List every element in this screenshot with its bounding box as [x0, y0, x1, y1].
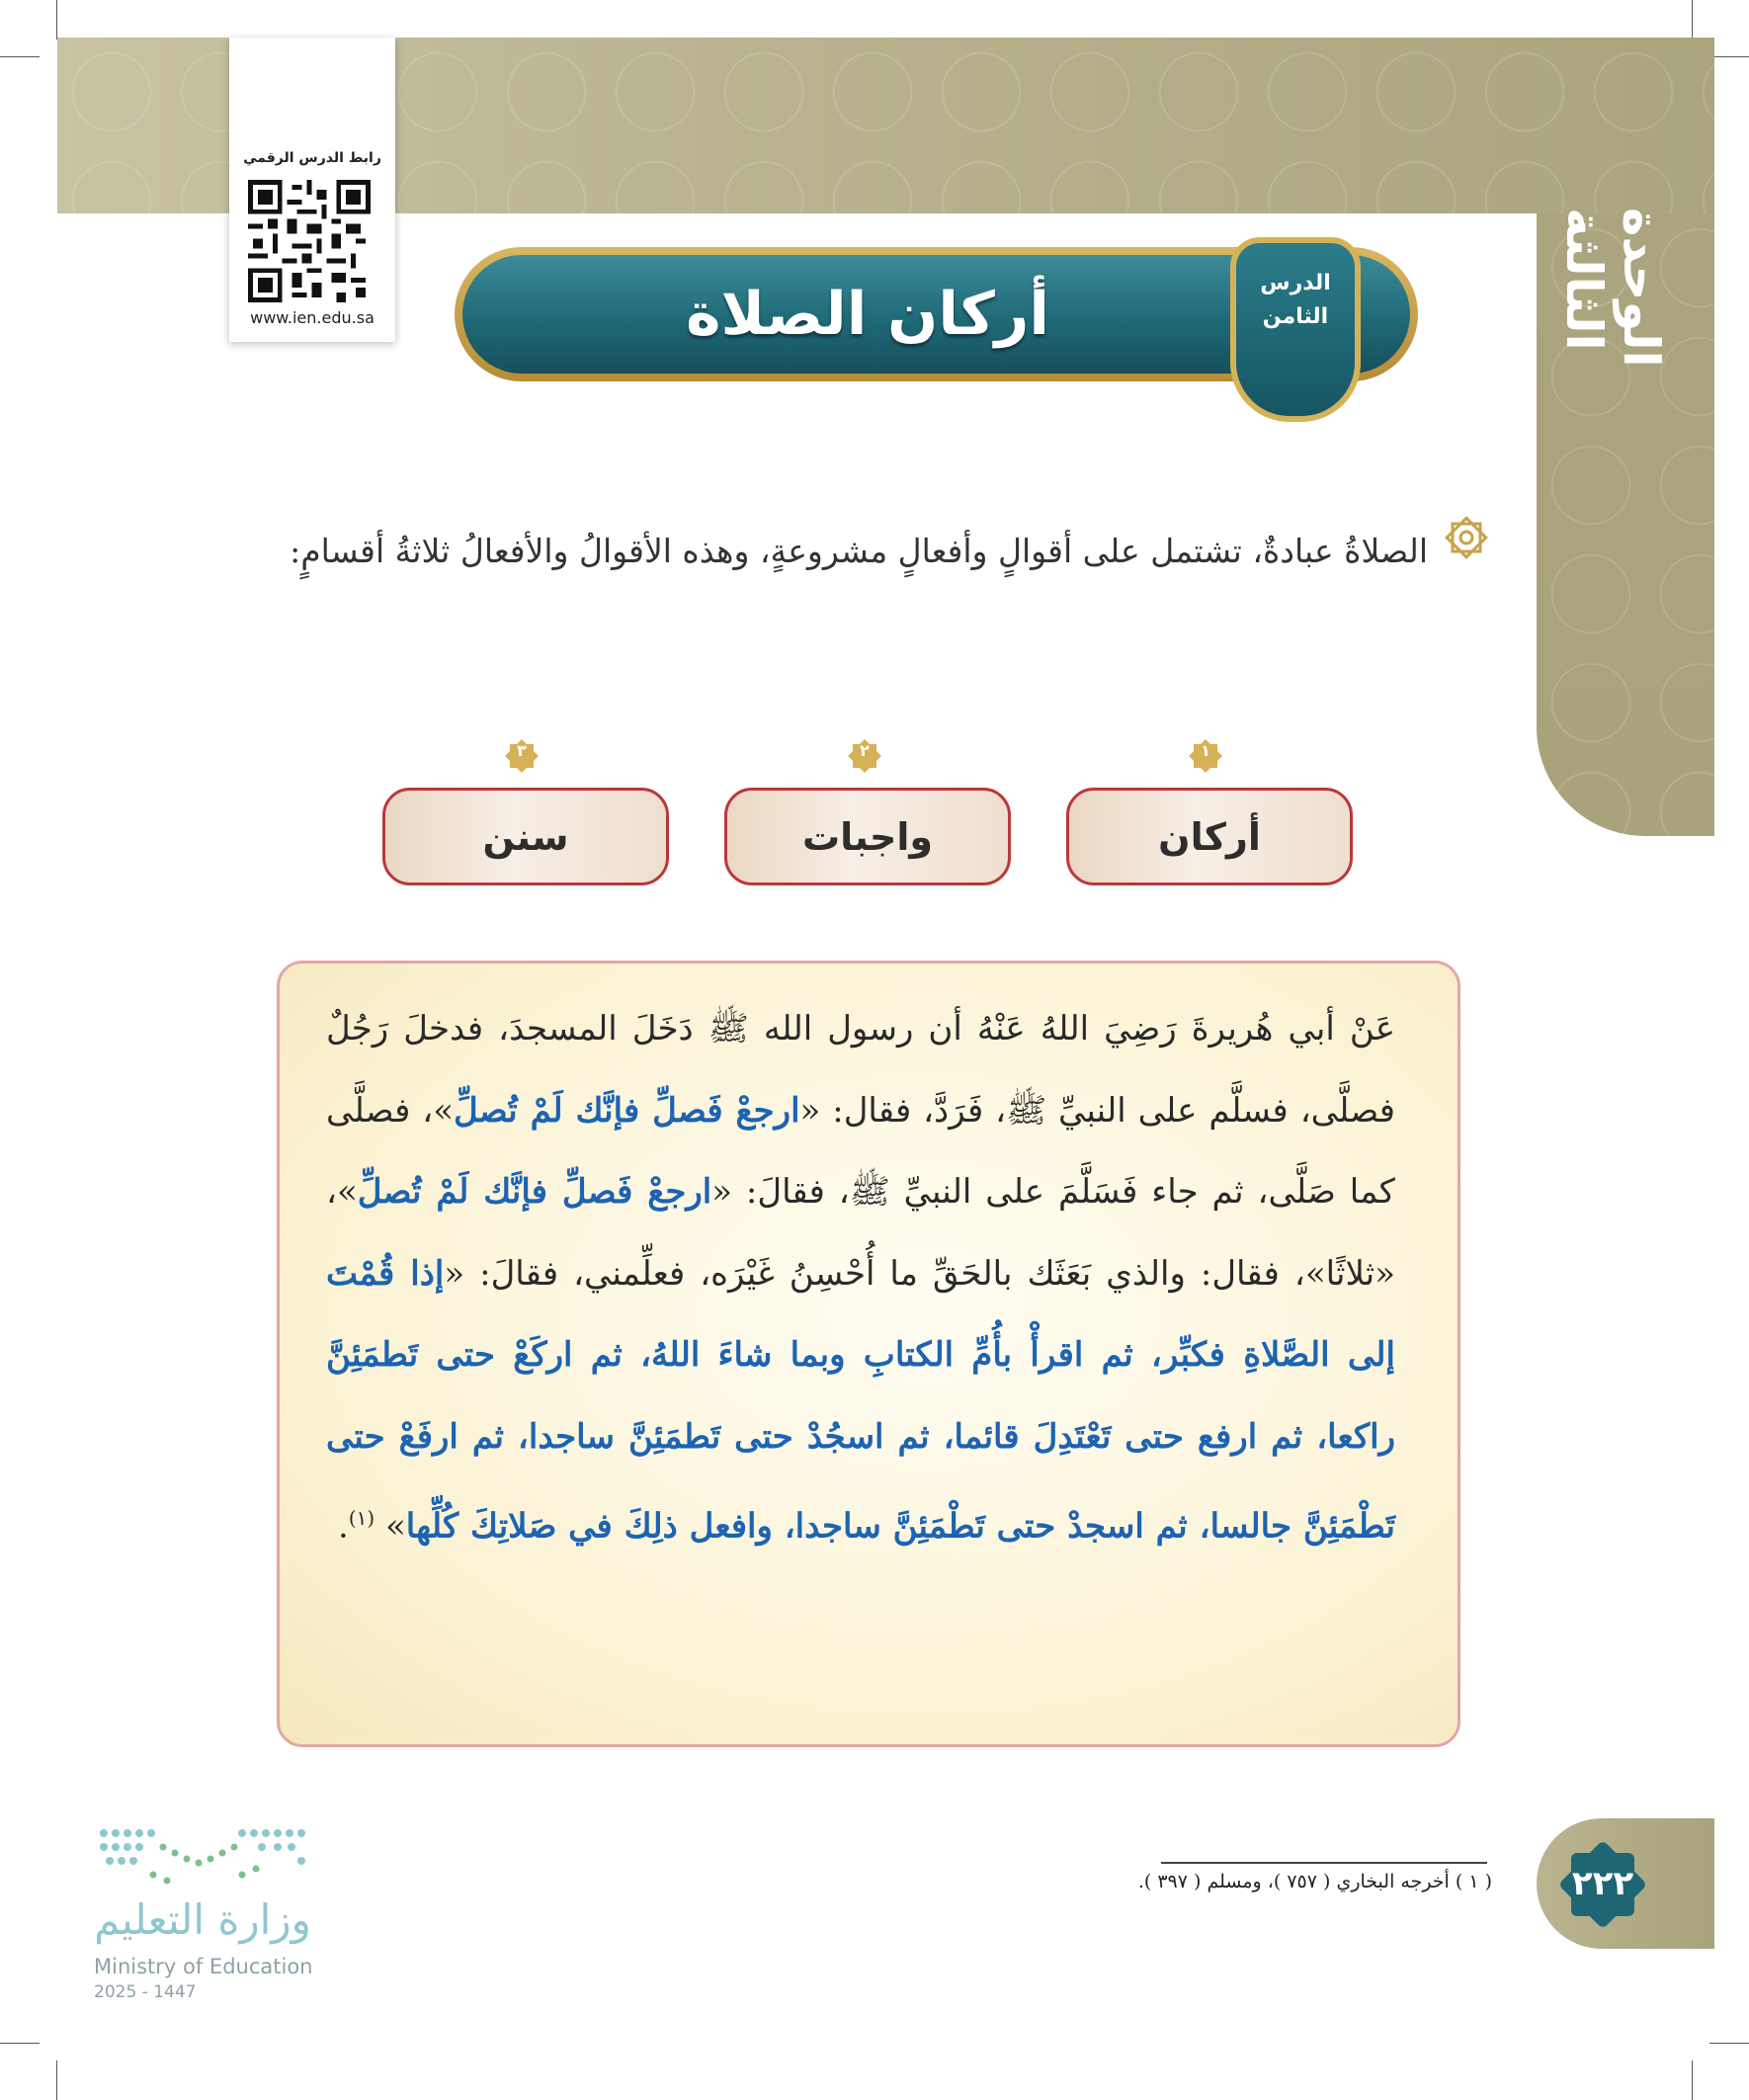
hadith-narration: »، فصلَّى كما صَلَّى، ثم جاء فَسَلَّمَ على النبيِّ ﷺ، فقالَ: «	[326, 1090, 1395, 1212]
lesson-title: أركان الصلاة	[686, 280, 1049, 349]
ornament-icon	[1443, 514, 1490, 561]
category-pill-arkan: أركان	[1066, 788, 1353, 885]
hadith-quote: إذا قُمْتَ إلى الصَّلاةِ فكبِّر، ثم اقرأْ بأُمِّ الكتابِ وبما شاءَ اللهُ، ثم اركَعْ حتى تَطمَئِنَّ راكعا، ثم ارفع حتى تَعْتَدِلَ قائما، ثم اسجُدْ حتى تَطمَئِنَّ ساجدا، ثم ارفَعْ حتى تَطْمَئِنَّ جالسا، ثم اسجدْ حتى تَطْمَئِنَّ ساجدا، وافعل ذلِكَ في صَلاتِكَ كُلِّها	[326, 1253, 1395, 1547]
lesson-badge-line1: الدرس	[1260, 271, 1331, 295]
qr-label: رابط الدرس الرقمي	[243, 150, 381, 166]
hadith-narration: عَنْ أبي هُريرةَ رَضِيَ اللهُ عَنْهُ أن رسول الله ﷺ دَخَلَ المسجدَ، فدخلَ رَجُلٌ فصلَّى، فسلَّم على النبيِّ ﷺ، فَرَدَّ، فقال: «	[326, 1009, 1396, 1131]
hadith-end: .	[337, 1506, 349, 1547]
category-number: ٢	[860, 741, 870, 760]
crop-mark	[1692, 2060, 1693, 2100]
page-number: ٢٢٢	[1571, 1864, 1634, 1903]
category-pill-sunan: سنن	[382, 788, 669, 885]
ministry-logo-icon	[94, 1823, 311, 1892]
footnote-ref[interactable]: (١)	[348, 1506, 375, 1530]
crop-mark	[56, 2060, 57, 2100]
hadith-narration: »، «ثلاثًا»، فقال: والذي بَعَثَك بالحَقِّ ما أُحْسِنُ غَيْرَه، فعلِّمني، فقالَ: «	[326, 1172, 1395, 1294]
unit-title: الوحدة الثالثة	[1555, 208, 1670, 368]
hadith-text	[326, 988, 1395, 1567]
crop-mark	[1692, 0, 1693, 40]
qr-card[interactable]	[229, 38, 395, 342]
footnote: ( ١ ) أخرجه البخاري ( ٧٥٧ )، ومسلم ( ٣٩٧ ).	[1137, 1871, 1492, 1892]
qr-url[interactable]: www.ien.edu.sa	[250, 308, 375, 327]
category-pill-wajibat: واجبات	[724, 788, 1011, 885]
crop-mark	[1709, 56, 1749, 57]
crop-mark	[0, 2043, 40, 2044]
category-number: ٣	[517, 741, 527, 760]
category-number: ١	[1201, 741, 1210, 760]
lesson-number	[1240, 267, 1351, 334]
crop-mark	[1709, 2043, 1749, 2044]
crop-mark	[56, 0, 57, 40]
hadith-quote: ارجعْ فَصلِّ فإنَّك لَمْ تُصلِّ	[357, 1172, 712, 1212]
crop-mark	[0, 56, 40, 57]
footnote-divider	[1161, 1862, 1487, 1864]
hadith-quote: ارجعْ فَصلِّ فإنَّك لَمْ تُصلِّ	[454, 1090, 800, 1131]
ministry-name-english: Ministry of Education	[94, 1955, 313, 1978]
hadith-narration: »	[384, 1506, 406, 1547]
ministry-name-arabic: وزارة التعليم	[94, 1895, 311, 1944]
ministry-year: 2025 - 1447	[94, 1982, 197, 2002]
intro-paragraph: الصلاةُ عبادةٌ، تشتمل على أقوالٍ وأفعالٍ مشروعةٍ، وهذه الأقوالُ والأفعالُ ثلاثةُ أقسامٍ:	[290, 532, 1428, 570]
qr-code-icon[interactable]	[247, 180, 372, 302]
lesson-badge-line2: الثامن	[1262, 304, 1329, 329]
